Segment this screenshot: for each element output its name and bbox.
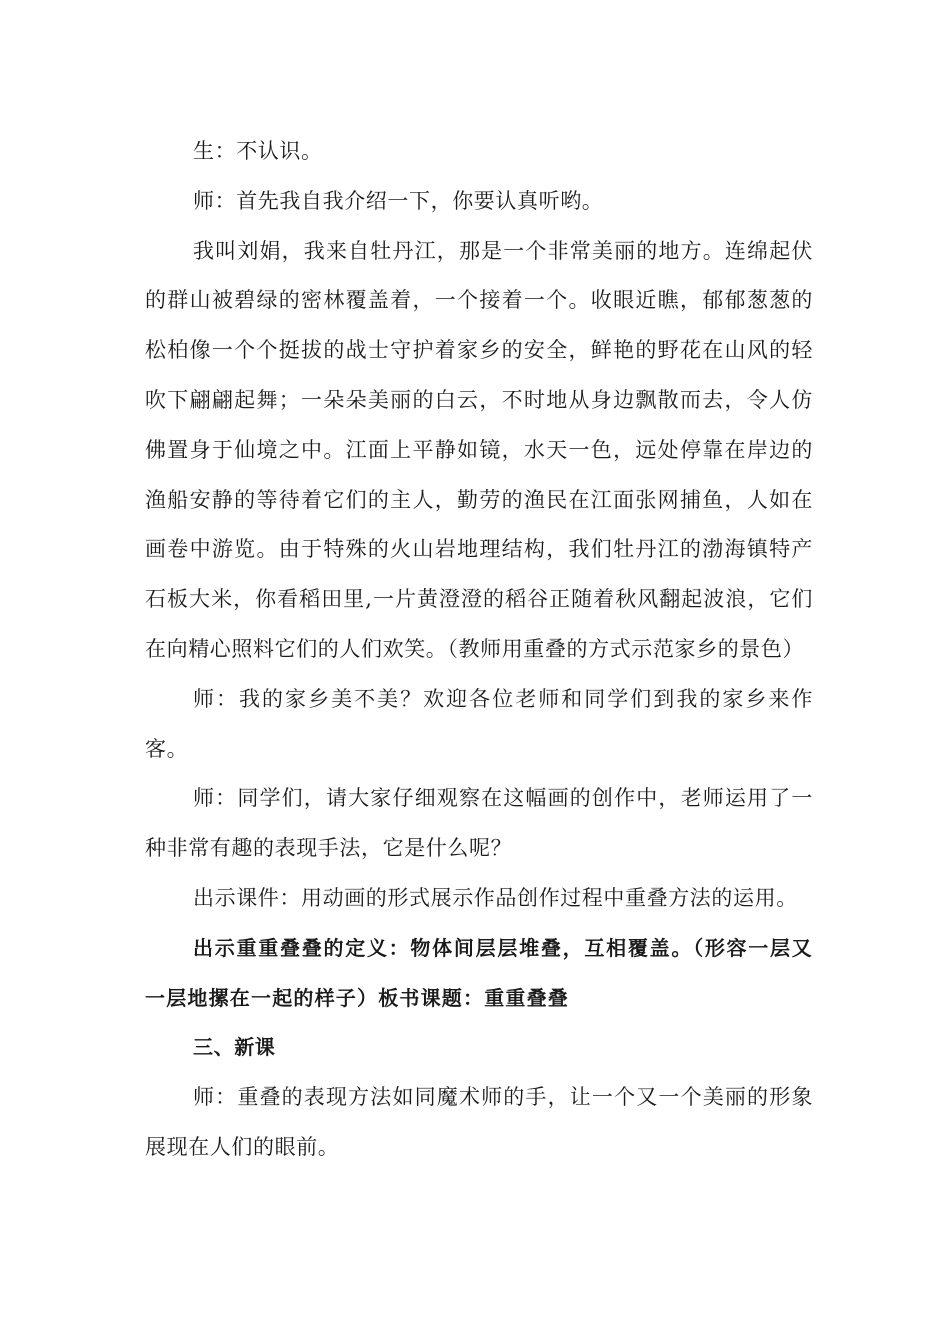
paragraph-courseware: 出示课件：用动画的形式展示作品创作过程中重叠方法的运用。	[193, 885, 798, 910]
paragraph-teacher-invitation: 师：我的家乡美不美？欢迎各位老师和同学们到我的家乡来作客。	[145, 686, 813, 761]
paragraph-student-reply: 生：不认识。	[193, 139, 323, 163]
paragraph-teacher-question: 师：同学们，请大家仔细观察在这幅画的创作中，老师运用了一种非常有趣的表现手法，它是什么呢？	[145, 786, 813, 861]
paragraph-hometown-description: 我叫刘娟，我来自牡丹江，那是一个非常美丽的地方。连绵起伏的群山被碧绿的密林覆盖着，一个接着一个。收眼近瞧，郁郁葱葱的松柏像一个个挺拔的战士守护着家乡的安全，鲜艳的野花在山风的轻吹下翩翩起舞；一朵朵美丽的白云，不时地从身边飘散而去，令人仿佛置身于仙境之中。江面上平静如镜，水天一色，远处停靠在岸边的渔船安静的等待着它们的主人，勤劳的渔民在江面张网捕鱼，人如在画卷中游览。由于特殊的火山岩地理结构，我们牡丹江的渤海镇特产石板大米，你看稻田里,一片黄澄澄的稻谷正随着秋风翻起波浪，它们在向精心照料它们的人们欢笑。（教师用重叠的方式示范家乡的景色）	[145, 238, 813, 661]
paragraph-definition: 出示重重叠叠的定义：物体间层层堆叠，互相覆盖。（形容一层又一层地摞在一起的样子）板书课题：重重叠叠	[145, 935, 813, 1010]
section-heading-new-lesson: 三、新课	[193, 1035, 276, 1060]
document-body	[145, 127, 813, 1173]
paragraph-overlap-method: 师：重叠的表现方法如同魔术师的手，让一个又一个美丽的形象展现在人们的眼前。	[145, 1085, 813, 1159]
paragraph-teacher-intro: 师：首先我自我介绍一下，你要认真听哟。	[193, 188, 604, 213]
